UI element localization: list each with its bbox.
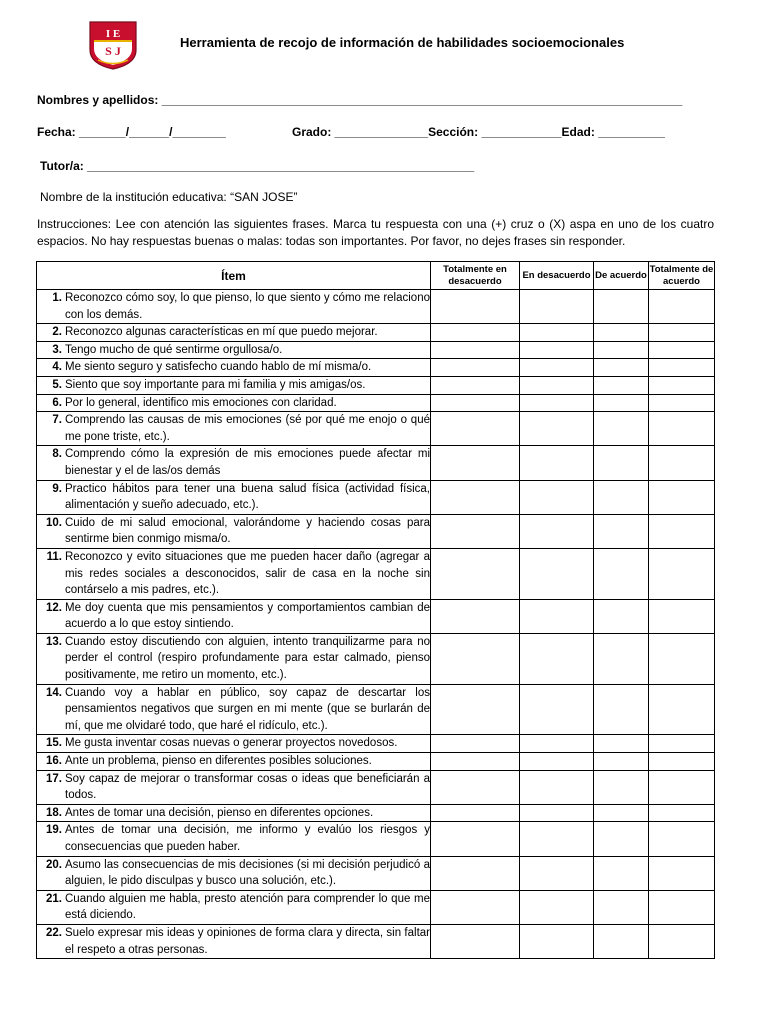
item-number: 18. [46, 806, 62, 819]
answer-cell-totalmente-acuerdo[interactable] [649, 480, 715, 514]
answer-cell-de-acuerdo[interactable] [594, 548, 649, 599]
answer-cell-de-acuerdo[interactable] [594, 412, 649, 446]
answer-cell-de-acuerdo[interactable] [594, 480, 649, 514]
item-text: Reconozco y evito situaciones que me pueden hacer daño (agregar a mis redes sociales a desconocidos, salir de casa en la noche sin contárselo a mis padres, etc.). [65, 550, 430, 597]
tutor-field[interactable]: Tutor/a: __________________________________________________________ [40, 159, 475, 173]
item-cell [37, 359, 431, 377]
item-text: Cuando voy a hablar en público, soy capaz de descartar los pensamientos negativos que surgen en mi mente (que se burlarán de mí, que me olvidaré todo, que haré el ridículo, etc.). [65, 686, 430, 732]
item-cell [37, 856, 431, 890]
answer-cell-totalmente-desacuerdo[interactable] [431, 446, 520, 480]
answer-cell-desacuerdo[interactable] [520, 376, 594, 394]
answer-cell-desacuerdo[interactable] [520, 684, 594, 735]
answer-cell-totalmente-acuerdo[interactable] [649, 804, 715, 822]
item-cell [37, 735, 431, 753]
item-cell [37, 548, 431, 599]
answer-cell-totalmente-acuerdo[interactable] [649, 324, 715, 342]
answer-cell-desacuerdo[interactable] [520, 359, 594, 377]
answer-cell-totalmente-desacuerdo[interactable] [431, 890, 520, 924]
item-text: Cuido de mi salud emocional, valorándome y haciendo cosas para sentirme bien conmigo misma/o. [65, 516, 430, 546]
item-cell [37, 412, 431, 446]
item-cell [37, 394, 431, 412]
item-text: Tengo mucho de qué sentirme orgullosa/o. [65, 343, 283, 356]
answer-cell-de-acuerdo[interactable] [594, 394, 649, 412]
item-cell [37, 514, 431, 548]
table-row [37, 770, 715, 804]
item-text: Asumo las consecuencias de mis decisiones (si mi decisión perjudicó a alguien, le pido disculpas y busco una solución, etc.). [65, 858, 430, 888]
answer-cell-desacuerdo[interactable] [520, 480, 594, 514]
item-text: Comprendo cómo la expresión de mis emociones puede afectar mi bienestar y el de las/os demás [65, 448, 430, 477]
answer-cell-de-acuerdo[interactable] [594, 633, 649, 684]
table-row [37, 446, 715, 480]
item-text: Reconozco cómo soy, lo que pienso, lo que siento y cómo me relaciono con los demás. [65, 292, 430, 321]
answer-cell-de-acuerdo[interactable] [594, 924, 649, 958]
answer-cell-de-acuerdo[interactable] [594, 324, 649, 342]
answer-cell-totalmente-acuerdo[interactable] [649, 376, 715, 394]
item-cell [37, 599, 431, 633]
answer-cell-totalmente-desacuerdo[interactable] [431, 633, 520, 684]
table-row [37, 376, 715, 394]
answer-cell-totalmente-desacuerdo[interactable] [431, 514, 520, 548]
answer-cell-totalmente-acuerdo[interactable] [649, 412, 715, 446]
answer-cell-totalmente-acuerdo[interactable] [649, 514, 715, 548]
table-row [37, 480, 715, 514]
item-cell [37, 341, 431, 359]
answer-cell-totalmente-desacuerdo[interactable] [431, 290, 520, 324]
answer-cell-desacuerdo[interactable] [520, 290, 594, 324]
answer-cell-desacuerdo[interactable] [520, 514, 594, 548]
answer-cell-totalmente-desacuerdo[interactable] [431, 394, 520, 412]
answer-cell-totalmente-desacuerdo[interactable] [431, 412, 520, 446]
answer-cell-de-acuerdo[interactable] [594, 804, 649, 822]
item-number: 1. [52, 292, 62, 304]
table-row [37, 394, 715, 412]
answer-cell-totalmente-acuerdo[interactable] [649, 753, 715, 771]
answer-cell-de-acuerdo[interactable] [594, 822, 649, 856]
item-text: Antes de tomar una decisión, me informo y evalúo los riesgos y consecuencias que pueden haber. [65, 824, 430, 853]
item-cell [37, 804, 431, 822]
item-cell [37, 924, 431, 958]
header-item: Ítem [37, 262, 431, 290]
answer-cell-totalmente-desacuerdo[interactable] [431, 324, 520, 342]
answer-cell-de-acuerdo[interactable] [594, 290, 649, 324]
answer-cell-desacuerdo[interactable] [520, 804, 594, 822]
survey-body [37, 290, 715, 959]
answer-cell-totalmente-acuerdo[interactable] [649, 290, 715, 324]
answer-cell-desacuerdo[interactable] [520, 770, 594, 804]
table-row [37, 359, 715, 377]
answer-cell-de-acuerdo[interactable] [594, 514, 649, 548]
answer-cell-desacuerdo[interactable] [520, 394, 594, 412]
item-text: Soy capaz de mejorar o transformar cosas o ideas que beneficiarán a todos. [65, 772, 430, 802]
answer-cell-totalmente-acuerdo[interactable] [649, 633, 715, 684]
answer-cell-desacuerdo[interactable] [520, 412, 594, 446]
table-row [37, 804, 715, 822]
item-text: Reconozco algunas características en mí que puedo mejorar. [65, 326, 378, 339]
header-desacuerdo: En desacuerdo [520, 262, 594, 290]
item-number: 19. [46, 824, 62, 837]
item-cell [37, 480, 431, 514]
answer-cell-de-acuerdo[interactable] [594, 341, 649, 359]
answer-cell-totalmente-acuerdo[interactable] [649, 890, 715, 924]
item-text: Cuando estoy discutiendo con alguien, intento tranquilizarme para no perder el control (respiro profundamente para estar calmado, pienso positivamente, me retiro un momento, etc.). [65, 635, 430, 682]
table-row [37, 548, 715, 599]
answer-cell-totalmente-acuerdo[interactable] [649, 684, 715, 735]
answer-cell-totalmente-acuerdo[interactable] [649, 548, 715, 599]
table-row [37, 290, 715, 324]
item-number: 21. [46, 892, 62, 905]
item-text: Me gusta inventar cosas nuevas o generar proyectos novedosos. [65, 737, 398, 750]
answer-cell-totalmente-desacuerdo[interactable] [431, 376, 520, 394]
item-number: 9. [52, 482, 62, 495]
answer-cell-desacuerdo[interactable] [520, 822, 594, 856]
answer-cell-totalmente-desacuerdo[interactable] [431, 684, 520, 735]
item-text: Antes de tomar una decisión, pienso en diferentes opciones. [65, 806, 374, 819]
item-text: Suelo expresar mis ideas y opiniones de forma clara y directa, sin faltar el respeto a otras personas. [65, 926, 430, 956]
item-number: 20. [46, 858, 62, 871]
item-number: 3. [52, 343, 62, 356]
table-row [37, 924, 715, 958]
answer-cell-desacuerdo[interactable] [520, 599, 594, 633]
answer-cell-desacuerdo[interactable] [520, 924, 594, 958]
item-cell [37, 770, 431, 804]
item-cell [37, 633, 431, 684]
institution-name: Nombre de la institución educativa: “SAN JOSE” [40, 190, 298, 204]
item-text: Siento que soy importante para mi familia y mis amigas/os. [65, 378, 366, 391]
item-number: 10. [46, 516, 62, 529]
logo-bottom-letters: S J [105, 44, 121, 58]
survey-table [36, 261, 715, 959]
item-number: 13. [46, 635, 62, 648]
item-text: Practico hábitos para tener una buena salud física (actividad física, alimentación y sueño adecuado, etc.). [65, 482, 430, 512]
answer-cell-desacuerdo[interactable] [520, 633, 594, 684]
answer-cell-totalmente-acuerdo[interactable] [649, 394, 715, 412]
table-row [37, 514, 715, 548]
table-row [37, 856, 715, 890]
table-row [37, 684, 715, 735]
fecha-field[interactable]: Fecha: _______/______/________ [37, 125, 226, 139]
header-totalmente-desacuerdo: Totalmente en desacuerdo [431, 262, 520, 290]
grado-seccion-edad-field[interactable]: Grado: ______________Sección: ____________Edad: __________ [292, 125, 665, 139]
answer-cell-totalmente-desacuerdo[interactable] [431, 480, 520, 514]
answer-cell-de-acuerdo[interactable] [594, 684, 649, 735]
school-logo [86, 20, 140, 70]
item-cell [37, 684, 431, 735]
table-row [37, 753, 715, 771]
answer-cell-totalmente-desacuerdo[interactable] [431, 341, 520, 359]
item-number: 4. [52, 361, 62, 374]
table-row [37, 324, 715, 342]
answer-cell-desacuerdo[interactable] [520, 735, 594, 753]
item-number: 6. [52, 396, 62, 409]
item-text: Cuando alguien me habla, presto atención para comprender lo que me está diciendo. [65, 892, 430, 922]
answer-cell-totalmente-acuerdo[interactable] [649, 735, 715, 753]
page-title: Herramienta de recojo de información de habilidades socioemocionales [180, 35, 625, 50]
table-row [37, 633, 715, 684]
item-number: 16. [46, 755, 62, 768]
answer-cell-desacuerdo[interactable] [520, 856, 594, 890]
answer-cell-totalmente-acuerdo[interactable] [649, 770, 715, 804]
answer-cell-desacuerdo[interactable] [520, 324, 594, 342]
answer-cell-totalmente-acuerdo[interactable] [649, 359, 715, 377]
header-totalmente-acuerdo: Totalmente de acuerdo [649, 262, 715, 290]
item-text: Ante un problema, pienso en diferentes posibles soluciones. [65, 755, 372, 768]
item-cell [37, 446, 431, 480]
table-row [37, 890, 715, 924]
answer-cell-de-acuerdo[interactable] [594, 770, 649, 804]
item-number: 5. [52, 378, 62, 391]
table-row [37, 735, 715, 753]
answer-cell-de-acuerdo[interactable] [594, 359, 649, 377]
item-number: 14. [46, 686, 62, 699]
logo-top-letters: I E [105, 28, 121, 40]
answer-cell-de-acuerdo[interactable] [594, 376, 649, 394]
answer-cell-totalmente-acuerdo[interactable] [649, 599, 715, 633]
table-row [37, 822, 715, 856]
answer-cell-totalmente-desacuerdo[interactable] [431, 924, 520, 958]
answer-cell-de-acuerdo[interactable] [594, 735, 649, 753]
item-text: Me doy cuenta que mis pensamientos y comportamientos cambian de acuerdo a lo que estoy sintiendo. [65, 601, 430, 631]
item-cell [37, 753, 431, 771]
item-cell [37, 376, 431, 394]
answer-cell-totalmente-desacuerdo[interactable] [431, 856, 520, 890]
answer-cell-totalmente-desacuerdo[interactable] [431, 753, 520, 771]
answer-cell-desacuerdo[interactable] [520, 341, 594, 359]
table-row [37, 341, 715, 359]
answer-cell-de-acuerdo[interactable] [594, 599, 649, 633]
answer-cell-totalmente-desacuerdo[interactable] [431, 735, 520, 753]
table-row [37, 412, 715, 446]
table-row [37, 599, 715, 633]
answer-cell-totalmente-acuerdo[interactable] [649, 341, 715, 359]
answer-cell-totalmente-acuerdo[interactable] [649, 924, 715, 958]
answer-cell-totalmente-acuerdo[interactable] [649, 856, 715, 890]
item-number: 22. [46, 926, 62, 939]
item-text: Por lo general, identifico mis emociones con claridad. [65, 396, 337, 409]
answer-cell-totalmente-desacuerdo[interactable] [431, 770, 520, 804]
answer-cell-totalmente-desacuerdo[interactable] [431, 804, 520, 822]
answer-cell-de-acuerdo[interactable] [594, 856, 649, 890]
answer-cell-desacuerdo[interactable] [520, 753, 594, 771]
item-number: 8. [52, 448, 62, 461]
item-number: 12. [46, 601, 62, 614]
item-number: 7. [52, 414, 62, 427]
answer-cell-totalmente-desacuerdo[interactable] [431, 359, 520, 377]
item-number: 11. [46, 550, 62, 563]
answer-cell-totalmente-acuerdo[interactable] [649, 822, 715, 856]
answer-cell-de-acuerdo[interactable] [594, 753, 649, 771]
answer-cell-totalmente-acuerdo[interactable] [649, 446, 715, 480]
answer-cell-totalmente-desacuerdo[interactable] [431, 548, 520, 599]
item-cell [37, 890, 431, 924]
item-cell [37, 324, 431, 342]
item-text: Me siento seguro y satisfecho cuando hablo de mí misma/o. [65, 361, 372, 374]
item-text: Comprendo las causas de mis emociones (sé por qué me enojo o qué me pone triste, etc.). [65, 414, 430, 443]
answer-cell-totalmente-desacuerdo[interactable] [431, 599, 520, 633]
item-number: 2. [52, 326, 62, 339]
answer-cell-de-acuerdo[interactable] [594, 446, 649, 480]
item-cell [37, 822, 431, 856]
answer-cell-desacuerdo[interactable] [520, 446, 594, 480]
header-de-acuerdo: De acuerdo [594, 262, 649, 290]
item-cell [37, 290, 431, 324]
instructions: Instrucciones: Lee con atención las siguientes frases. Marca tu respuesta con una (+) cruz o (X) aspa en uno de los cuatro espacios. No hay respuestas buenas o malas: todas son importantes. Por favor, no dejes frases sin responder. [37, 217, 714, 248]
item-number: 17. [46, 772, 62, 785]
answer-cell-totalmente-desacuerdo[interactable] [431, 822, 520, 856]
nombres-field[interactable]: Nombres y apellidos: ______________________________________________________________________________ [37, 93, 683, 107]
answer-cell-desacuerdo[interactable] [520, 890, 594, 924]
answer-cell-desacuerdo[interactable] [520, 548, 594, 599]
item-number: 15. [46, 737, 62, 750]
answer-cell-de-acuerdo[interactable] [594, 890, 649, 924]
